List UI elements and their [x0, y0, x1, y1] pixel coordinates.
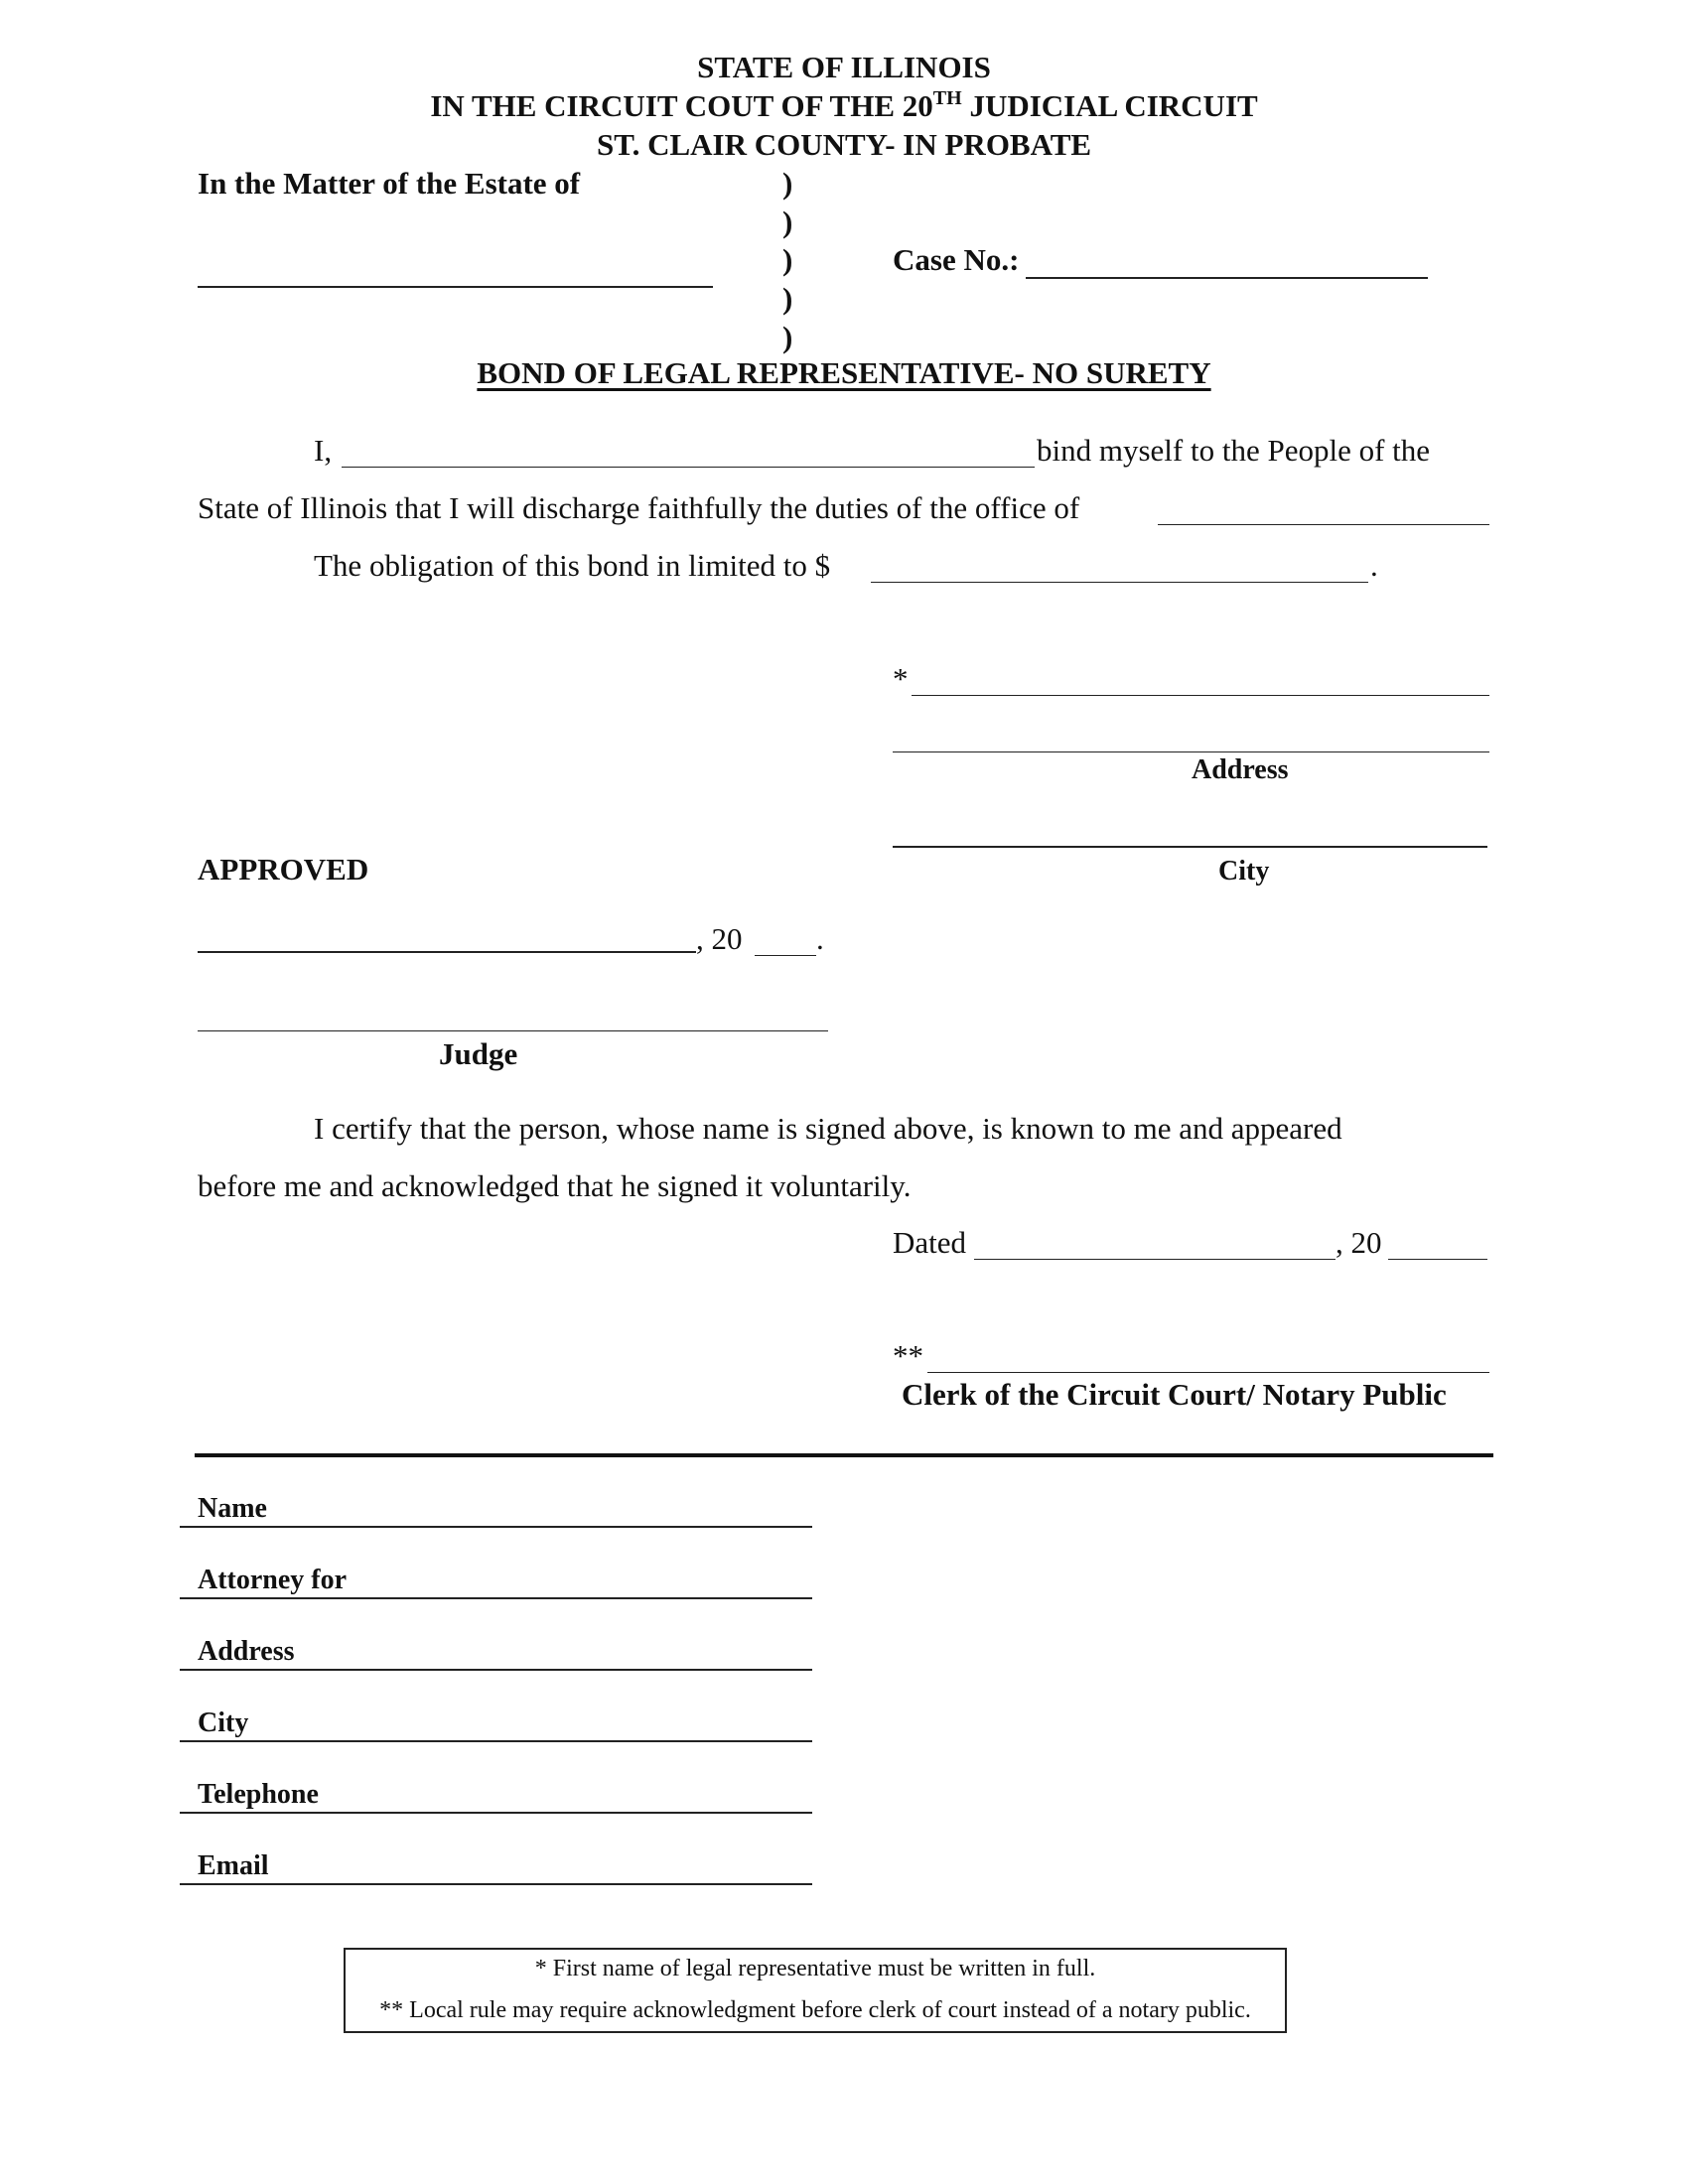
dated-year-prefix: , 20 — [1336, 1225, 1382, 1260]
approval-date-line[interactable] — [198, 951, 696, 953]
dated-year-line[interactable] — [1388, 1259, 1487, 1260]
estate-matter-label: In the Matter of the Estate of — [198, 166, 581, 201]
attorney-city-line[interactable] — [180, 1740, 812, 1742]
case-number-line[interactable] — [1026, 277, 1428, 279]
approval-year-line[interactable] — [755, 955, 816, 956]
attorney-telephone-label: Telephone — [198, 1779, 319, 1810]
caption-paren: ) — [782, 242, 793, 277]
office-line[interactable] — [1158, 524, 1489, 525]
case-number-label: Case No.: — [893, 242, 1020, 277]
obligation-period: . — [1370, 548, 1378, 583]
section-divider — [195, 1453, 1493, 1457]
certification-line-1: I certify that the person, whose name is signed above, is known to me and appeared — [314, 1111, 1342, 1146]
attorney-name-line[interactable] — [180, 1526, 812, 1528]
form-title: BOND OF LEGAL REPRESENTATIVE- NO SURETY — [477, 355, 1211, 390]
caption-paren: ) — [782, 166, 793, 201]
dated-line[interactable] — [974, 1259, 1336, 1260]
double-star: ** — [893, 1338, 923, 1373]
i-label: I, — [314, 433, 333, 468]
attorney-address-line[interactable] — [180, 1669, 812, 1671]
header-line-3: ST. CLAIR COUNTY- IN PROBATE — [596, 127, 1092, 162]
header-line-1: STATE OF ILLINOIS — [697, 50, 991, 84]
address-line[interactable] — [893, 751, 1489, 752]
judge-signature-line[interactable] — [198, 1030, 828, 1031]
attorney-name-label: Name — [198, 1493, 267, 1524]
estate-name-line[interactable] — [198, 286, 713, 288]
certification-line-2: before me and acknowledged that he signed it voluntarily. — [198, 1168, 912, 1203]
office-duties-text: State of Illinois that I will discharge faithfully the duties of the office of — [198, 490, 1080, 525]
attorney-for-label: Attorney for — [198, 1565, 348, 1595]
dated-label: Dated — [893, 1225, 967, 1260]
approved-label: APPROVED — [198, 852, 369, 887]
clerk-signature-line[interactable] — [927, 1372, 1489, 1373]
obligation-amount-line[interactable] — [871, 582, 1368, 583]
attorney-for-line[interactable] — [180, 1597, 812, 1599]
judge-label: Judge — [439, 1036, 518, 1071]
city-label: City — [1218, 856, 1270, 887]
header-line-2-b: JUDICIAL CIRCUIT — [961, 88, 1258, 123]
attorney-city-label: City — [198, 1707, 249, 1738]
footnote-1: * First name of legal representative must be written in full. — [534, 1956, 1096, 1981]
attorney-telephone-line[interactable] — [180, 1812, 812, 1814]
attorney-email-line[interactable] — [180, 1883, 812, 1885]
header-line-2-a: IN THE CIRCUIT COUT OF THE 20 — [430, 88, 933, 123]
representative-name-line[interactable] — [342, 467, 1035, 468]
header-line-2-sup: TH — [932, 87, 962, 109]
approval-year-prefix: , 20 — [696, 921, 743, 956]
bind-text: bind myself to the People of the — [1037, 433, 1431, 468]
attorney-email-label: Email — [198, 1850, 269, 1881]
city-line[interactable] — [893, 846, 1487, 848]
caption-paren: ) — [782, 281, 793, 316]
caption-paren: ) — [782, 205, 793, 239]
signature-star: * — [893, 661, 909, 696]
approval-period: . — [816, 921, 824, 956]
clerk-label: Clerk of the Circuit Court/ Notary Public — [902, 1377, 1447, 1412]
address-label: Address — [1192, 754, 1289, 785]
header-line-2 — [0, 88, 1688, 124]
footnote-2: ** Local rule may require acknowledgment before clerk of court instead of a notary public. — [379, 1997, 1251, 2023]
signature-line[interactable] — [912, 695, 1489, 696]
caption-paren: ) — [782, 320, 793, 354]
attorney-address-label: Address — [198, 1636, 295, 1667]
footnotes-box — [344, 1948, 1287, 2033]
obligation-text: The obligation of this bond in limited to $ — [314, 548, 831, 583]
